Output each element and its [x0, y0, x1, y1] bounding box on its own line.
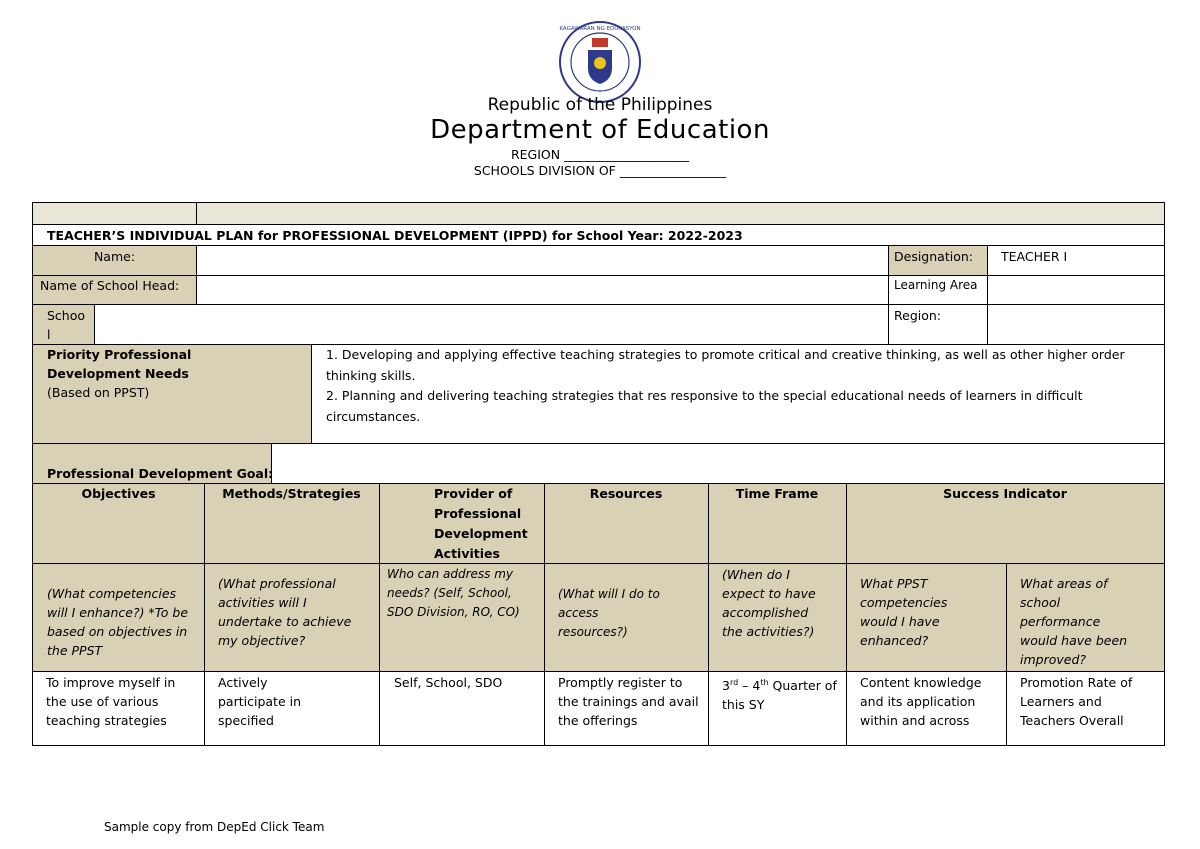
learning-area-value[interactable] [991, 276, 1161, 296]
guide-resources: (What will I do to access resources?) [558, 587, 660, 639]
provider-cell[interactable]: Self, School, SDO [394, 675, 503, 690]
time-frame-cell[interactable]: 3rd – 4th Quarter of this SY [722, 678, 837, 713]
department-heading: Department of Education [430, 115, 770, 145]
col-header-resources: Resources [589, 486, 663, 501]
needs-list [326, 345, 1158, 441]
col-header-time-frame: Time Frame [735, 486, 819, 501]
learning-area-label: Learning Area [894, 278, 978, 292]
region-label: Region: [894, 308, 942, 323]
guide-ppst-competencies: What PPST competencies would I have enhanced? [860, 576, 948, 648]
method-cell[interactable]: Actively participate in specified [218, 675, 302, 728]
col-header-provider: Provider of Professional Development Activities [434, 486, 528, 561]
objective-cell[interactable]: To improve myself in the use of various teaching strategies [46, 675, 176, 728]
form-title: TEACHER’S INDIVIDUAL PLAN for PROFESSIONAL DEVELOPMENT (IPPD) for School Year: 2022-2023 [47, 228, 743, 243]
goal-label: Professional Development Goal: [47, 466, 274, 481]
guide-methods: (What professional activities will I undertake to achieve my objective? [218, 576, 352, 648]
resources-cell[interactable]: Promptly register to the trainings and avail the offerings [558, 675, 699, 728]
svg-text:KAGAWARAN NG EDUKASYON: KAGAWARAN NG EDUKASYON [559, 26, 641, 32]
school-head-label: Name of School Head: [40, 278, 180, 293]
goal-value[interactable] [276, 446, 1160, 482]
deped-seal-logo [558, 20, 642, 104]
division-line: SCHOOLS DIVISION OF _________________ [473, 163, 727, 178]
name-label: Name: [93, 249, 136, 264]
footer-note: Sample copy from DepEd Click Team [104, 820, 325, 834]
needs-label: Priority Professional Development Needs (Based on PPST) [47, 347, 192, 400]
name-value[interactable] [200, 247, 884, 267]
indicator-school-cell[interactable]: Promotion Rate of Learners and Teachers Overall [1020, 675, 1133, 728]
need-item-1: 1. Developing and applying effective teaching strategies to promote critical and creative thinking, as well as other higher order thinking skills. [326, 347, 1125, 383]
region-line: REGION ____________________ [510, 147, 690, 162]
republic-heading: Republic of the Philippines [487, 95, 713, 115]
school-label: Schoo l [47, 308, 86, 342]
indicator-ppst-cell[interactable]: Content knowledge and its application within and across [860, 675, 982, 728]
region-value[interactable] [991, 306, 1161, 326]
guide-objectives: (What competencies will I enhance?) *To be based on objectives in the PPST [47, 586, 189, 658]
designation-label: Designation: [894, 249, 973, 264]
col-header-methods: Methods/Strategies [222, 486, 361, 501]
col-header-objectives: Objectives [81, 486, 156, 501]
need-item-2: 2. Planning and delivering teaching strategies that res responsive to the special educational needs of learners in difficult circumstances. [326, 388, 1083, 424]
guide-school-performance: What areas of school performance would have been improved? [1020, 576, 1128, 667]
guide-provider: Who can address my needs? (Self, School, SDO Division, RO, CO) [387, 567, 520, 619]
designation-value[interactable]: TEACHER I [1001, 249, 1068, 264]
guide-time-frame: (When do I expect to have accomplished the activities?) [722, 567, 816, 639]
col-header-success-indicator: Success Indicator [943, 486, 1067, 501]
school-value[interactable] [98, 306, 884, 326]
top-bar [33, 203, 1164, 224]
school-head-value[interactable] [200, 276, 884, 296]
